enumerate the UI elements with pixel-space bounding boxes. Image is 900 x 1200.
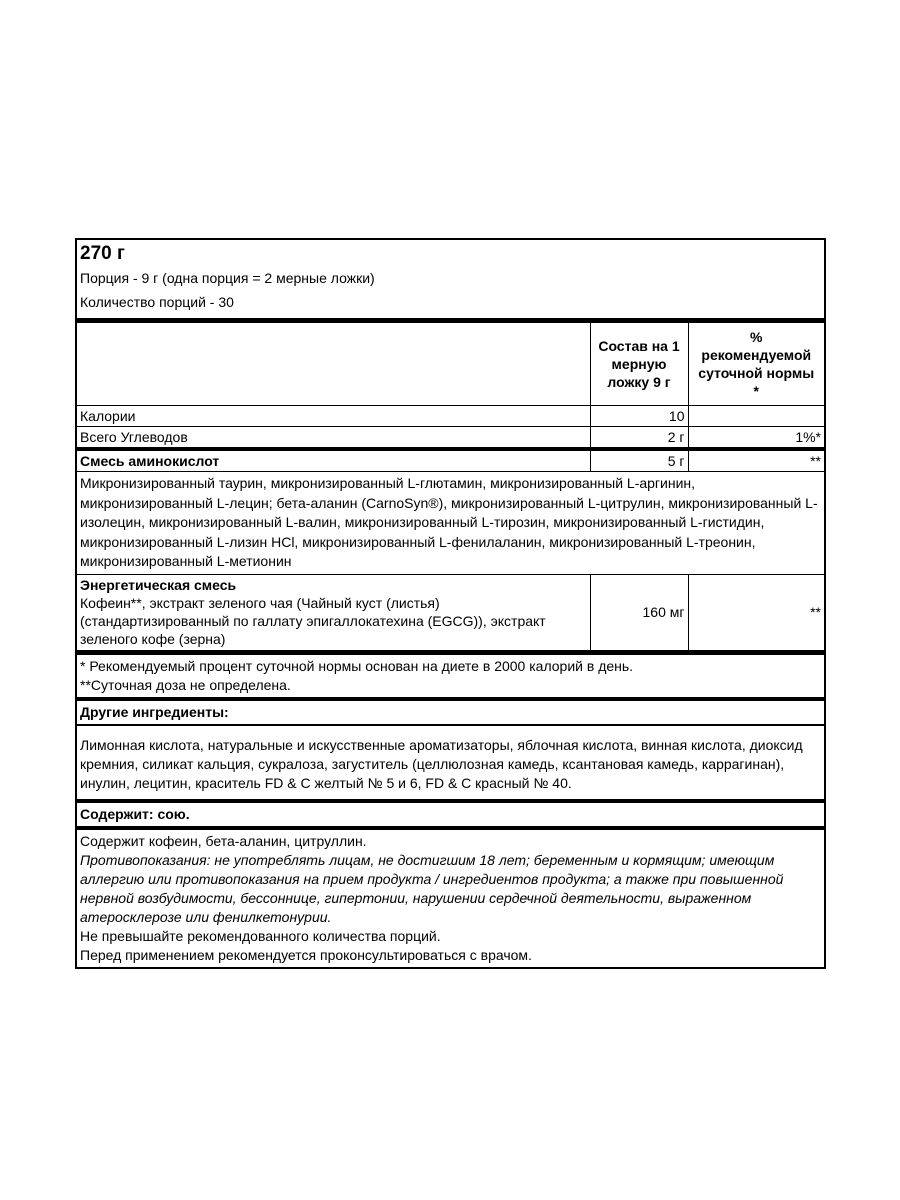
column-header-amount: Состав на 1 мерную ложку 9 г bbox=[590, 323, 688, 406]
serving-size: Порция - 9 г (одна порция = 2 мерные ложки) bbox=[80, 270, 375, 286]
amino-name: Смесь аминокислот bbox=[77, 449, 590, 472]
amino-percent: ** bbox=[688, 449, 824, 472]
warning-consult: Перед применением рекомендуется проконсультироваться с врачом. bbox=[80, 946, 532, 963]
label-header bbox=[77, 240, 824, 323]
footnote-not-established: **Суточная доза не определена. bbox=[80, 676, 291, 693]
footnotes bbox=[77, 651, 824, 697]
contains-allergen: Содержит: сою. bbox=[77, 799, 824, 826]
warning-contraindications: Противопоказания: не употреблять лицам, не достигшим 18 лет; беременным и кормящим; имеющим аллергию или противопоказания на прием продукта / ингредиентов продукта; а также при повышенной нервной возбудимости, бессоннице, гипертонии, нарушении сердечной деятельности, выраженном атеросклерозе или фенилкетонурии. bbox=[80, 851, 784, 925]
table-row bbox=[77, 427, 824, 450]
column-header-empty bbox=[77, 323, 590, 406]
net-weight: 270 г bbox=[80, 243, 125, 264]
energy-description: Кофеин**, экстракт зеленого чая (Чайный куст (листья) (стандартизированный по галлату эпигаллокатехина (EGCG)), экстракт зеленого кофе (зерна) bbox=[80, 594, 546, 647]
amino-amount: 5 г bbox=[590, 449, 688, 472]
column-header-percent-asterisk: * bbox=[753, 383, 759, 399]
other-ingredients-text bbox=[77, 724, 824, 799]
row-name: Всего Углеводов bbox=[77, 427, 590, 450]
other-ingredients-heading: Другие ингредиенты: bbox=[77, 697, 824, 724]
column-header-percent-label: рекомендуемой суточной нормы bbox=[698, 347, 815, 381]
energy-percent: ** bbox=[688, 574, 824, 650]
column-header-row bbox=[77, 323, 824, 406]
row-amount: 10 bbox=[590, 406, 688, 427]
warnings bbox=[77, 826, 824, 967]
nutrition-label bbox=[75, 238, 826, 969]
warning-contains: Содержит кофеин, бета-аланин, цитруллин. bbox=[80, 832, 367, 849]
row-name: Калории bbox=[77, 406, 590, 427]
servings-count: Количество порций - 30 bbox=[80, 294, 234, 310]
amino-description-row bbox=[77, 472, 824, 575]
energy-amount: 160 мг bbox=[590, 574, 688, 650]
row-percent bbox=[688, 406, 824, 427]
warning-dosage: Не превышайте рекомендованного количества порций. bbox=[80, 927, 441, 944]
energy-cell bbox=[77, 574, 590, 650]
other-ingredients-list: Лимонная кислота, натуральные и искусственные ароматизаторы, яблочная кислота, винная кислота, диоксид кремния, силикат кальция, сукралоза, загуститель (целлюлозная камедь, ксантановая камедь, каррагинан), инулин, лецитин, краситель FD & C желтый № 5 и 6, FD & C красный № 40. bbox=[80, 736, 803, 791]
footnote-daily-value: * Рекомендуемый процент суточной нормы основан на диете в 2000 калорий в день. bbox=[80, 657, 634, 674]
amino-row bbox=[77, 449, 824, 472]
row-percent: 1%* bbox=[688, 427, 824, 450]
amino-description: Микронизированный таурин, микронизированный L-глютамин, микронизированный L-аргинин, микронизированный L-лецин; бета-аланин (CarnoSyn®), микронизированный L-цитрулин, микронизированный L-изолецин, микронизированный L-валин, микронизированный L-тирозин, микронизированный L-гистидин, микронизированный L-лизин HCl, микронизированный L-фенилаланин, микронизированный L-треонин, микронизированный L-метионин bbox=[77, 472, 824, 575]
energy-row bbox=[77, 574, 824, 650]
energy-name: Энергетическая смесь bbox=[80, 576, 237, 593]
column-header-percent bbox=[688, 323, 824, 406]
nutrition-table bbox=[77, 323, 824, 651]
column-header-percent-sign: % bbox=[750, 329, 763, 345]
table-row bbox=[77, 406, 824, 427]
row-amount: 2 г bbox=[590, 427, 688, 450]
